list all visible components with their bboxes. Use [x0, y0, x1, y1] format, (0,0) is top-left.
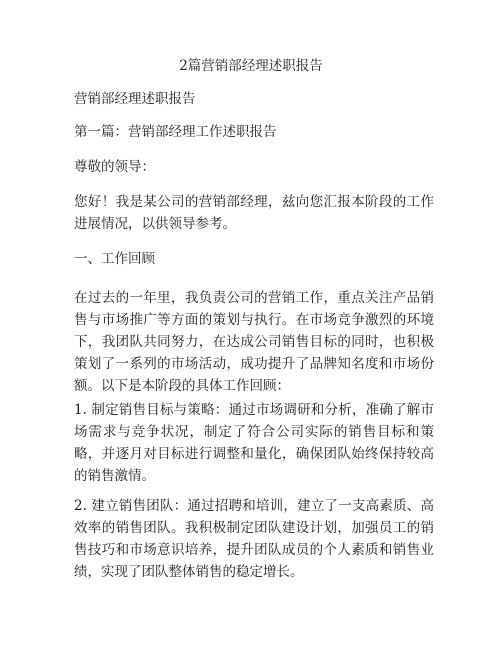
- part-heading: 第一篇：营销部经理工作述职报告: [74, 124, 277, 140]
- intro-paragraph: 您好！我是某公司的营销部经理，兹向您汇报本阶段的工作进展情况，以供领导参考。: [74, 194, 434, 232]
- item-1-paragraph: 1. 制定销售目标与策略：通过市场调研和分析，准确了解市场需求与竞争状况，制定了符合公司实际的销售目标和策略，并逐月对目标进行调整和量化，确保团队始终保持较高的销售激情。: [74, 402, 434, 484]
- item-2-paragraph: 2. 建立销售团队：通过招聘和培训，建立了一支高素质、高效率的销售团队。我积极制定团队建设计划，加强员工的销售技巧和市场意识培养，提升团队成员的个人素质和销售业绩，实现了团队整体销售的稳定增长。: [74, 498, 434, 580]
- overview-paragraph: 在过去的一年里，我负责公司的营销工作，重点关注产品销售与市场推广等方面的策划与执行。在市场竞争激烈的环境下，我团队共同努力，在达成公司销售目标的同时，也积极策划了一系列的市场活动，成功提升了品牌知名度和市场份额。以下是本阶段的具体工作回顾：: [74, 290, 434, 394]
- document-title: 2篇营销部经理述职报告: [179, 58, 323, 74]
- salutation: 尊敬的领导：: [74, 159, 155, 175]
- report-heading: 营销部经理述职报告: [74, 91, 196, 107]
- section-heading: 一、工作回顾: [74, 251, 155, 267]
